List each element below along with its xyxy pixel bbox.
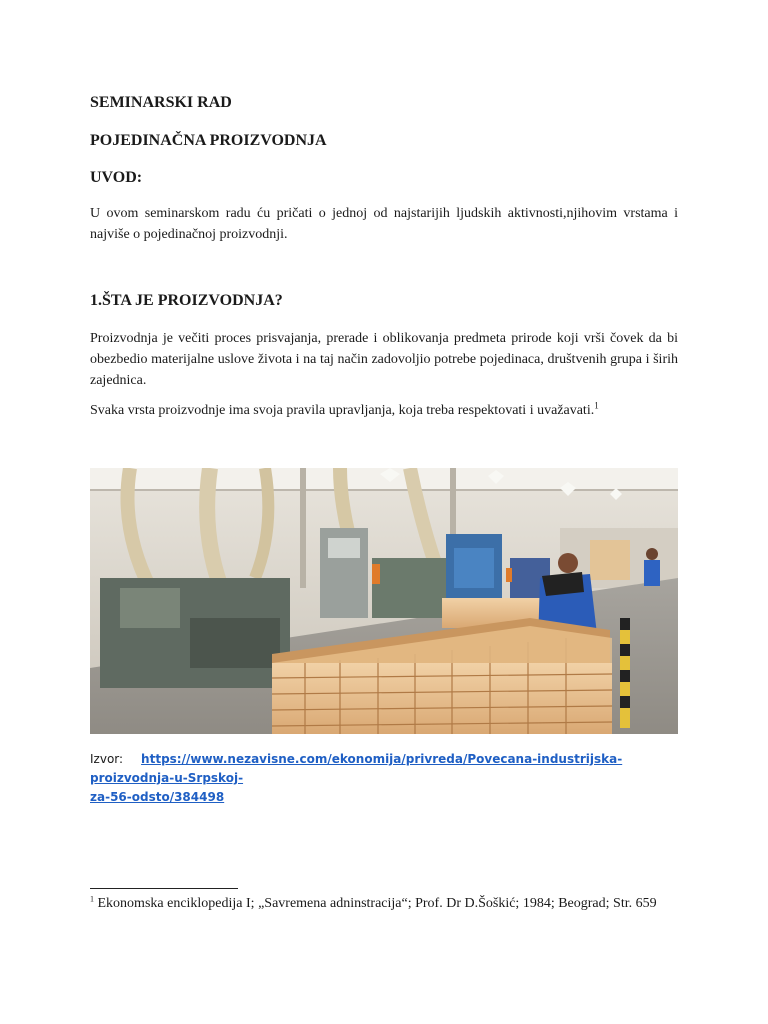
source-link-line-1: https://www.nezavisne.com/ekonomija/privreda/Povecana-industrijska-proizvodnja-u-Srpskoj- [90,752,623,785]
footnote-separator [90,888,238,889]
source-link[interactable] [90,752,622,804]
section1-paragraph-2-text: Svaka vrsta proizvodnje ima svoja pravila upravljanja, koja treba respektovati i uvažavati. [90,403,595,418]
image-source [90,750,690,807]
footnote [90,894,680,914]
section1-paragraph-1: Proizvodnja je večiti proces prisvajanja, prerade i oblikovanja predmeta prirode koji vrši čovek da bi obezbedio materijalne uslove života i na taj način zadovoljio potrebe pojedinaca, društvenih grupa i širih zajednica. [90,331,678,388]
factory-illustration [90,468,678,734]
footnote-number: 1 [90,894,94,904]
intro-heading: UVOD: [90,169,143,186]
source-label: Izvor: [90,752,124,766]
wood-factory-photo [90,468,678,734]
section1-heading: 1.ŠTA JE PROIZVODNJA? [90,292,283,309]
footnote-reference[interactable]: 1 [594,400,599,411]
document-subtitle: POJEDINAČNA PROIZVODNJA [90,132,327,149]
source-link-line-2: za-56-odsto/384498 [90,790,225,804]
intro-paragraph: U ovom seminarskom radu ću pričati o jednoj od najstarijih ljudskih aktivnosti,njihovim vrstama i najviše o pojedinačnoj proizvodnji. [90,206,678,242]
section1-paragraph-2 [90,400,678,421]
footnote-text: Ekonomska enciklopedija I; „Savremena adninstracija“; Prof. Dr D.Šoškić; 1984; Beograd; Str. 659 [94,896,657,911]
document-title: SEMINARSKI RAD [90,94,232,111]
